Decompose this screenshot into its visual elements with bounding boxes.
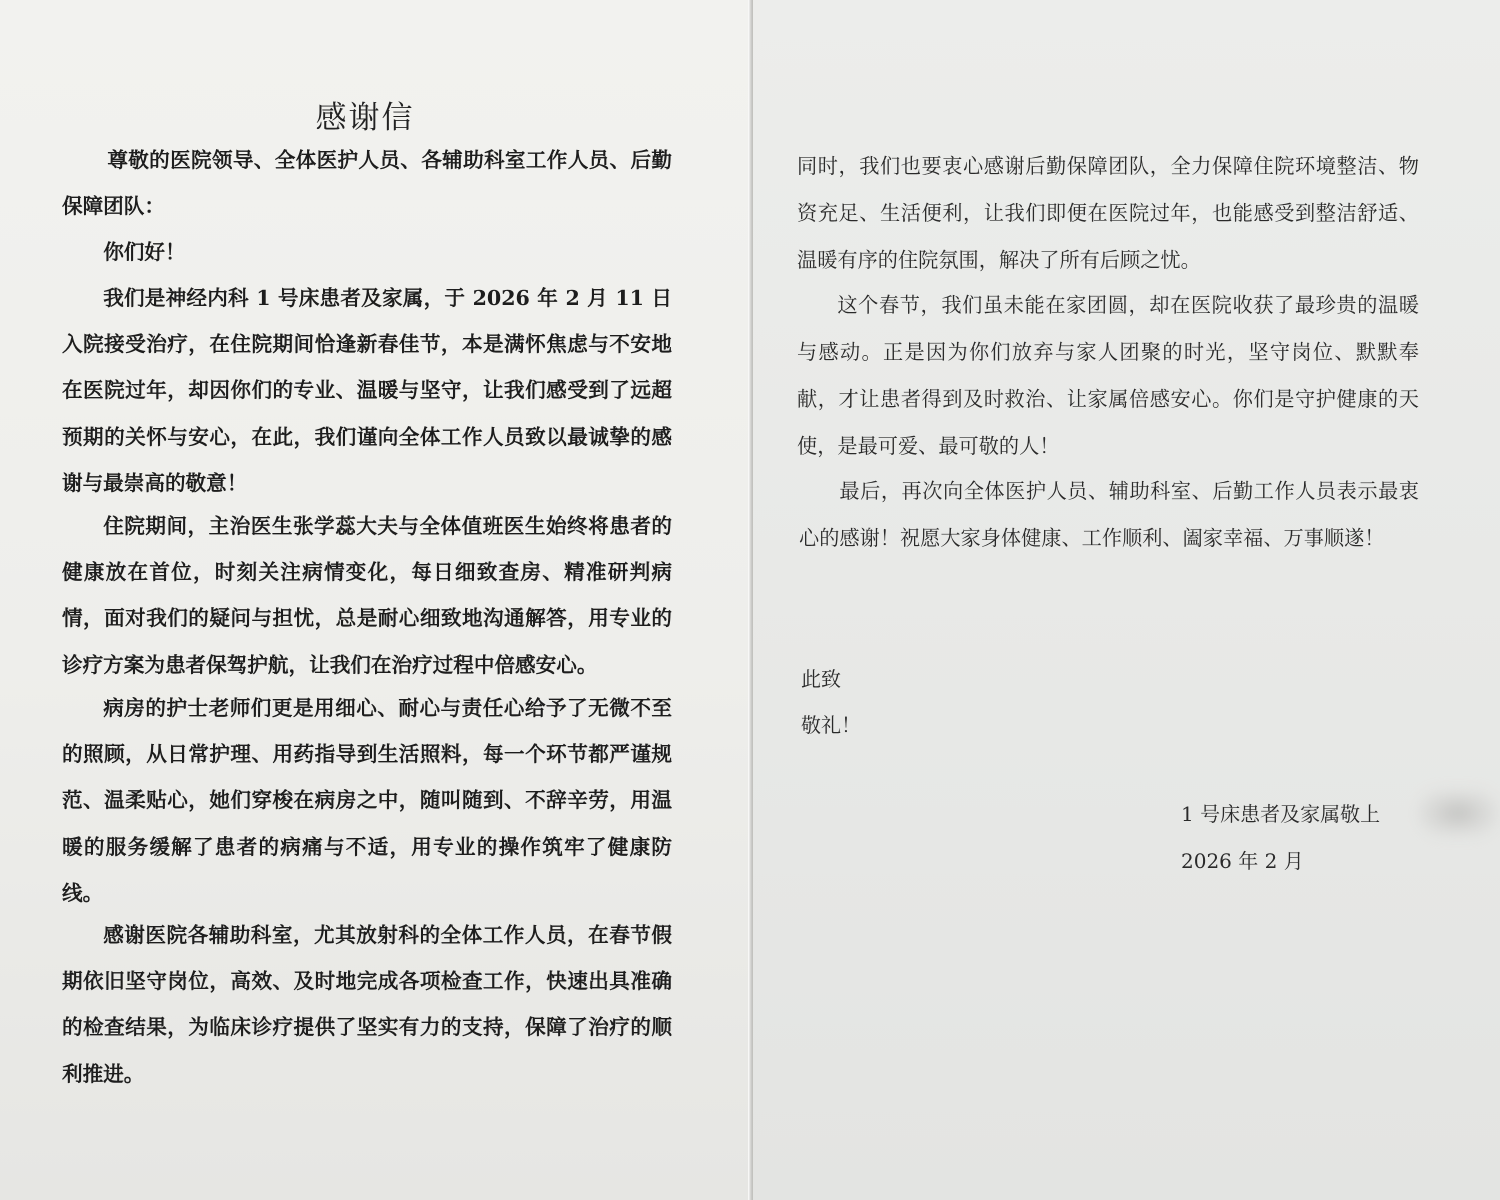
letter-paragraph-5: 同时，我们也要衷心感谢后勤保障团队，全力保障住院环境整洁、物资充足、生活便利，让我们即便在医院过年，也能感受到整洁舒适、温暖有序的住院氛围，解决了所有后顾之忧。	[797, 154, 1419, 272]
letter-salutation: 尊敬的医院领导、全体医护人员、各辅助科室工作人员、后勤保障团队：	[62, 148, 672, 219]
letter-paragraph-6: 这个春节，我们虽未能在家团圆，却在医院收获了最珍贵的温暖与感动。正是因为你们放弃与家人团聚的时光，坚守岗位、默默奉献，才让患者得到及时救治、让家属倍感安心。你们是守护健康的天使，是最可爱、最可敬的人！	[797, 293, 1419, 458]
letter-paragraph-3: 病房的护士老师们更是用细心、耐心与责任心给予了无微不至的照顾，从日常护理、用药指导到生活照料，每一个环节都严谨规范、温柔贴心，她们穿梭在病房之中，随叫随到、不辞辛劳，用温暖的服务缓解了患者的病痛与不适，用专业的操作筑牢了健康防线。	[62, 696, 672, 905]
letter-title: 感谢信	[315, 100, 415, 136]
letter-closing-ci-zhi: 此致	[801, 667, 841, 691]
letter-greeting: 你们好！	[103, 240, 186, 264]
letter-paragraph-7: 最后，再次向全体医护人员、辅助科室、后勤工作人员表示最衷心的感谢！祝愿大家身体健康、工作顺利、阖家幸福、万事顺遂！	[799, 479, 1419, 550]
letter-paragraph-2: 住院期间，主治医生张学蕊大夫与全体值班医生始终将患者的健康放在首位，时刻关注病情变化，每日细致查房、精准研判病情，面对我们的疑问与担忧，总是耐心细致地沟通解答，用专业的诊疗方案为患者保驾护航，让我们在治疗过程中倍感安心。	[62, 514, 672, 677]
blurred-redaction	[1418, 790, 1498, 836]
letter-page-1	[0, 0, 748, 1200]
letter-paragraph-4: 感谢医院各辅助科室，尤其放射科的全体工作人员，在春节假期依旧坚守岗位，高效、及时地完成各项检查工作，快速出具准确的检查结果，为临床诊疗提供了坚实有力的支持，保障了治疗的顺利推进。	[62, 923, 672, 1086]
letter-page-2	[753, 0, 1500, 1200]
letter-closing-jing-li: 敬礼！	[801, 713, 861, 737]
letter-signature: 1 号床患者及家属敬上	[1181, 802, 1381, 826]
letter-paragraph-1: 我们是神经内科 1 号床患者及家属，于 2026 年 2 月 11 日入院接受治疗，在住院期间恰逢新春佳节，本是满怀焦虑与不安地在医院过年，却因你们的专业、温暖与坚守，让我们感受到了远超预期的关怀与安心，在此，我们谨向全体工作人员致以最诚挚的感谢与最崇高的敬意！	[62, 286, 672, 495]
letter-date: 2026 年 2 月	[1181, 849, 1304, 873]
